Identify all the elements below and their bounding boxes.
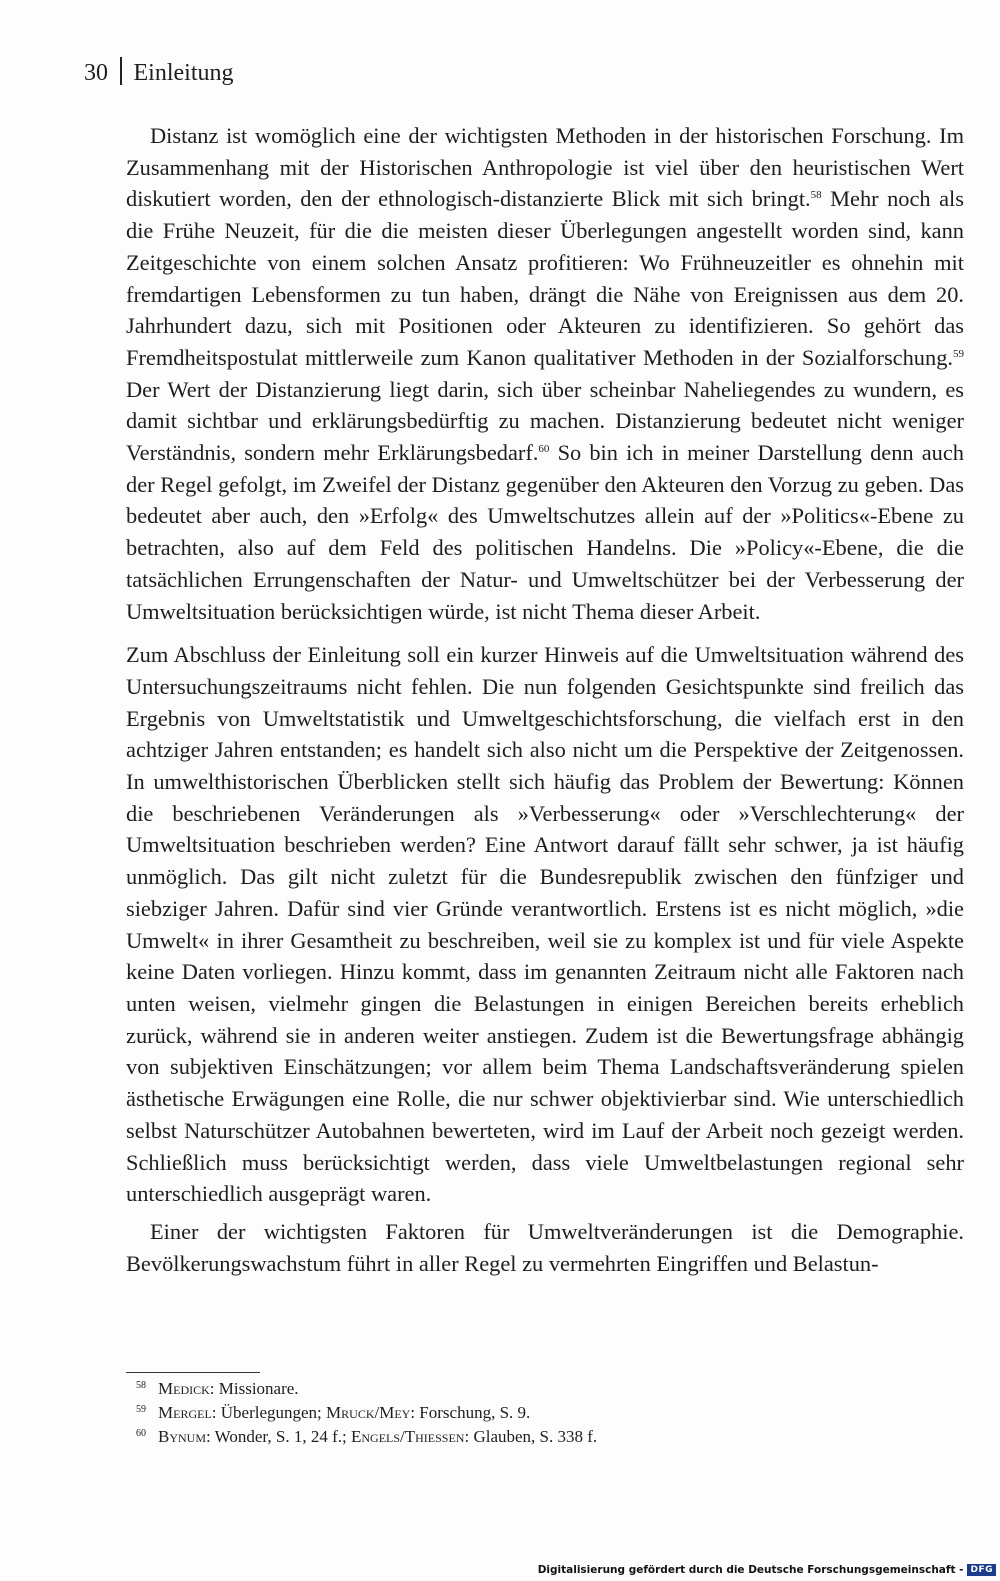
- footnote-59: [126, 1401, 964, 1425]
- header-divider: [120, 57, 122, 85]
- paragraph-text: Einer der wichtigsten Faktoren für Umweltveränderungen ist die Demographie. Bevölkerungswachstum führt in aller Regel zu vermehrten Eingriffen und Belastun-: [126, 1218, 964, 1276]
- footnote-text-2: : Forschung, S. 9.: [410, 1403, 531, 1422]
- footnote-marker-59: 59: [953, 347, 964, 360]
- dfg-logo: DFG: [967, 1564, 996, 1576]
- footnotes: [126, 1377, 964, 1449]
- footnote-author: Medick: [158, 1379, 210, 1398]
- page-number: 30: [84, 60, 108, 86]
- footnote-text: : Missionare.: [209, 1379, 299, 1398]
- footnote-text: : Überlegungen;: [211, 1403, 327, 1422]
- footnote-number: 60: [136, 1428, 146, 1439]
- paragraph-1: [126, 120, 964, 627]
- paragraph-3: [126, 1216, 964, 1279]
- digitization-credit: [538, 1563, 996, 1577]
- running-title: Einleitung: [133, 60, 234, 86]
- footnote-text-2: : Glauben, S. 338 f.: [464, 1427, 598, 1446]
- footnote-author-2: Mruck/Mey: [326, 1403, 411, 1422]
- paragraph-text: So bin ich in meiner Darstellung denn auch der Regel gefolgt, im Zweifel der Distanz gegenüber den Akteuren den Vorzug zu geben. Das bedeutet aber auch, den »Erfolg« des Umweltschutzes allein auf der »Politics«-Ebene zu betrachten, also auf dem Feld des politischen Handelns. Die »Policy«-Ebene, die die tatsächlichen Errungenschaften der Natur- und Umweltschützer bei der Verbesserung der Umweltsituation berücksichtigen würde, ist nicht Thema dieser Arbeit.: [126, 440, 965, 624]
- footnote-58: [126, 1377, 964, 1401]
- footnote-separator: [126, 1372, 260, 1373]
- paragraph-text: Distanz ist womöglich eine der wichtigsten Methoden in der historischen Forschung. Im Zusammenhang mit der Historischen Anthropologie ist viel über den heuristischen Wert diskutiert worden, den der ethnologisch-distanzierte Blick mit sich bringt.: [126, 123, 964, 212]
- footnote-author-2: Engels/Thiessen: [350, 1427, 465, 1446]
- running-header: [84, 57, 233, 88]
- footnote-text: : Wonder, S. 1, 24 f.;: [206, 1427, 351, 1446]
- paragraph-text: Der Wert der Distanzierung liegt darin, sich über scheinbar Naheliegendes zu wundern, es damit sichtbar und erklärungsbedürftig zu machen. Distanzierung bedeutet nicht weniger Verständnis, sondern mehr Erklärungsbedarf.: [126, 376, 964, 466]
- footnote-marker-58: 58: [810, 189, 822, 202]
- paragraph-text: Mehr noch als die Frühe Neuzeit, für die die meisten dieser Überlegungen angestellt worden sind, kann Zeitgeschichte von einem solchen Ansatz profitieren: Wo Frühneuzeitler es ohnehin mit fremdartigen Lebensformen zu tun haben, drängt die Nähe von Ereignissen aus dem 20. Jahrhundert dazu, sich mit Positionen oder Akteuren zu identifizieren. So gehört das Fremdheitspostulat mittlerweile zum Kanon qualitativer Methoden in der Sozialforschung.: [126, 186, 964, 370]
- footnote-author: Bynum: [158, 1427, 207, 1446]
- footnote-60: [126, 1425, 964, 1449]
- paragraph-text: Zum Abschluss der Einleitung soll ein kurzer Hinweis auf die Umweltsituation während des Untersuchungszeitraums nicht fehlen. Die nun folgenden Gesichtspunkte sind freilich das Ergebnis von Umweltstatistik und Umweltgeschichtsforschung, die vielfach erst in den achtziger Jahren entstanden; es handelt sich also nicht um die Perspektive der Zeitgenossen. In umwelthistorischen Überblicken stellt sich häufig das Problem der Bewertung: Können die beschriebenen Veränderungen als »Verbesserung« oder »Verschlechterung« der Umweltsituation beschrieben werden? Eine Antwort darauf fällt sehr schwer, ja ist häufig unmöglich. Das gilt nicht zuletzt für die Bundesrepublik zwischen den fünfziger und siebziger Jahren. Dafür sind vier Gründe verantwortlich. Erstens ist es nicht möglich, »die Umwelt« in ihrer Gesamtheit zu beschreiben, weil sie zu komplex ist und für viele Aspekte keine Daten vorliegen. Hinzu kommt, dass im genannten Zeitraum nicht alle Faktoren nach unten weisen, vielmehr gingen die Belastungen in einigen Bereichen bereits erheblich zurück, während sie in anderen weiter anstiegen. Zudem ist die Bewertungsfrage abhängig von subjektiven Einschätzungen; vor allem beim Thema Landschaftsveränderung spielen ästhetische Erwägungen eine Rolle, die nur schwer objektivierbar sind. Wie unterschiedlich selbst Naturschützer Autobahnen bewerteten, wird im Lauf der Arbeit noch gezeigt werden. Schließlich muss berücksichtigt werden, dass viele Umweltbelastungen regional sehr unterschiedlich ausgeprägt waren.: [126, 642, 964, 1207]
- footnote-number: 58: [136, 1380, 146, 1391]
- main-text: [126, 120, 964, 1279]
- paragraph-2: [126, 639, 964, 1210]
- footnote-number: 59: [136, 1404, 146, 1415]
- footnote-marker-60: 60: [538, 443, 550, 456]
- credit-text: Digitalisierung gefördert durch die Deutsche Forschungsgemeinschaft -: [537, 1564, 964, 1576]
- footnote-author: Mergel: [158, 1403, 212, 1422]
